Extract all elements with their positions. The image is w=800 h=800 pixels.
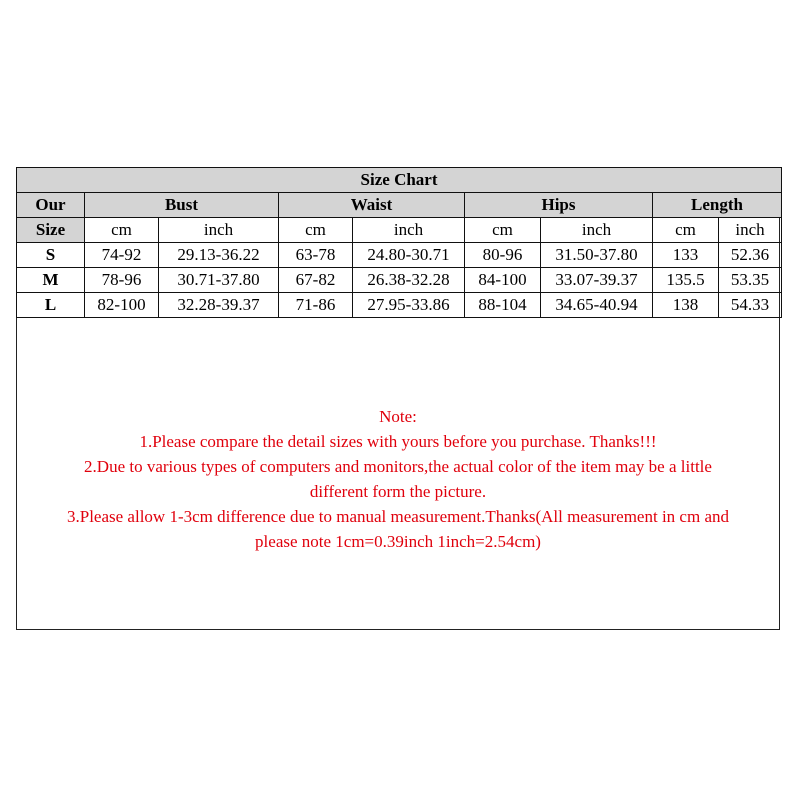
table-cell: 82-100 <box>85 293 159 318</box>
table-cell: 24.80-30.71 <box>353 243 465 268</box>
table-cell: 31.50-37.80 <box>541 243 653 268</box>
table-cell: 133 <box>653 243 719 268</box>
group-header-row <box>17 193 782 218</box>
unit-cell: cm <box>85 218 159 243</box>
note-heading: Note: <box>379 407 417 426</box>
size-label: S <box>17 243 85 268</box>
table-row <box>17 243 782 268</box>
unit-cell: cm <box>653 218 719 243</box>
table-cell: 34.65-40.94 <box>541 293 653 318</box>
group-header-length: Length <box>653 193 782 218</box>
note-block <box>20 404 776 554</box>
unit-cell: inch <box>353 218 465 243</box>
unit-cell: cm <box>465 218 541 243</box>
table-cell: 27.95-33.86 <box>353 293 465 318</box>
table-cell: 63-78 <box>279 243 353 268</box>
group-header-hips: Hips <box>465 193 653 218</box>
note-line-2a: 2.Due to various types of computers and monitors,the actual color of the item may be a little <box>84 457 712 476</box>
table-cell: 33.07-39.37 <box>541 268 653 293</box>
group-header-waist: Waist <box>279 193 465 218</box>
unit-cell: cm <box>279 218 353 243</box>
table-cell: 67-82 <box>279 268 353 293</box>
note-line-3a: 3.Please allow 1-3cm difference due to manual measurement.Thanks(All measurement in cm and <box>67 507 729 526</box>
table-cell: 80-96 <box>465 243 541 268</box>
unit-cell: inch <box>719 218 782 243</box>
table-cell: 53.35 <box>719 268 782 293</box>
size-label: L <box>17 293 85 318</box>
table-cell: 84-100 <box>465 268 541 293</box>
table-cell: 26.38-32.28 <box>353 268 465 293</box>
table-cell: 74-92 <box>85 243 159 268</box>
table-cell: 32.28-39.37 <box>159 293 279 318</box>
table-row <box>17 293 782 318</box>
note-line-2b: different form the picture. <box>309 482 487 501</box>
size-header-top: Our <box>17 193 85 218</box>
unit-header-row <box>17 218 782 243</box>
table-row <box>17 268 782 293</box>
table-cell: 71-86 <box>279 293 353 318</box>
table-cell: 54.33 <box>719 293 782 318</box>
size-chart-table <box>16 167 782 318</box>
note-line-1: 1.Please compare the detail sizes with yours before you purchase. Thanks!!! <box>139 432 657 451</box>
table-cell: 88-104 <box>465 293 541 318</box>
chart-title: Size Chart <box>17 168 782 193</box>
size-label: M <box>17 268 85 293</box>
group-header-bust: Bust <box>85 193 279 218</box>
table-cell: 138 <box>653 293 719 318</box>
unit-cell: inch <box>541 218 653 243</box>
table-cell: 78-96 <box>85 268 159 293</box>
size-header-bottom: Size <box>17 218 85 243</box>
note-line-3b: please note 1cm=0.39inch 1inch=2.54cm) <box>255 532 541 551</box>
table-cell: 29.13-36.22 <box>159 243 279 268</box>
title-row <box>17 168 782 193</box>
table-cell: 30.71-37.80 <box>159 268 279 293</box>
table-cell: 52.36 <box>719 243 782 268</box>
unit-cell: inch <box>159 218 279 243</box>
table-cell: 135.5 <box>653 268 719 293</box>
